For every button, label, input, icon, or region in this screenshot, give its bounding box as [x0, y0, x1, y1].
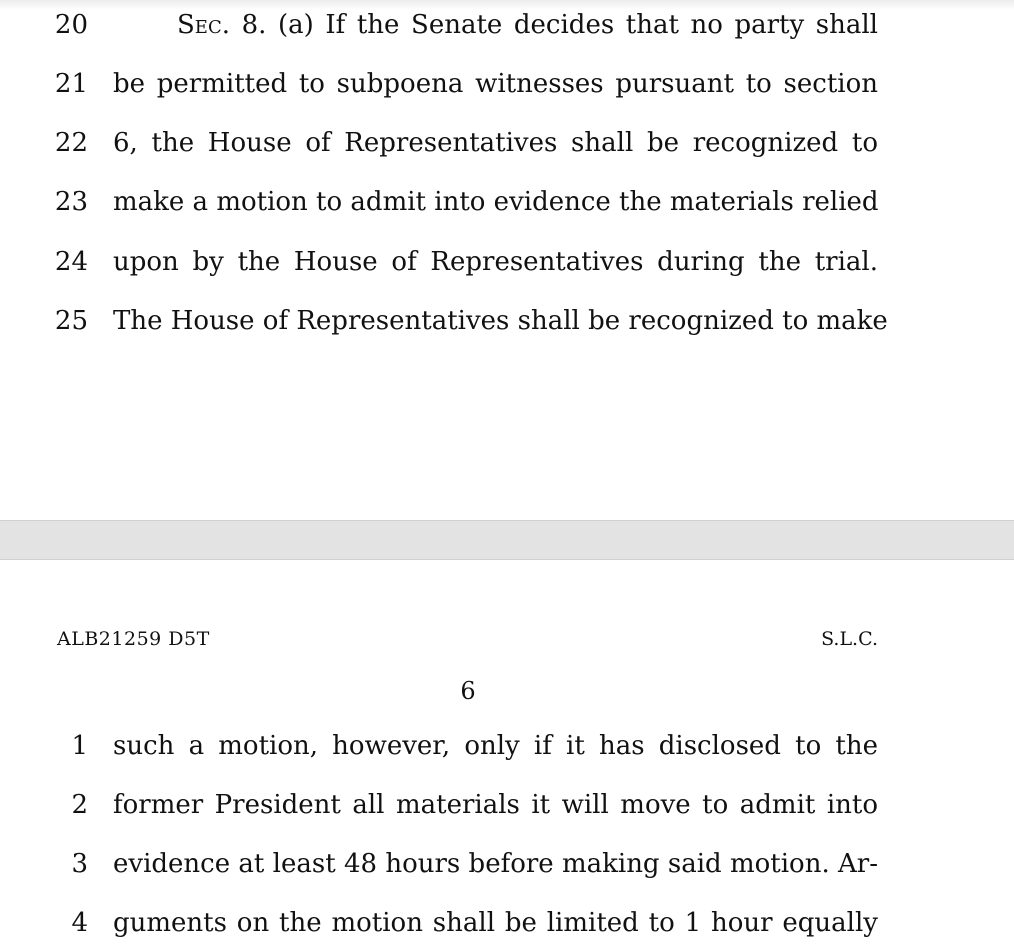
line-text: make a motion to admit into evidence the materials relied: [113, 187, 879, 217]
line-2: [0, 785, 1014, 825]
line-number: 1: [71, 731, 88, 761]
line-21: [0, 64, 1014, 104]
line-number: 22: [54, 128, 88, 158]
line-22: [0, 123, 1014, 163]
section-prefix: Sec.: [177, 10, 230, 40]
line-20: [0, 5, 1014, 45]
line-24: [0, 242, 1014, 282]
line-text: 6, the House of Representatives shall be recognized to: [113, 128, 878, 158]
line-text: The House of Representatives shall be recognized to make: [113, 306, 888, 336]
line-25: [0, 301, 1014, 341]
line-number: 3: [71, 849, 88, 879]
page-number: 6: [460, 677, 476, 705]
page-separator: [0, 520, 1014, 560]
line-text: upon by the House of Representatives during the trial.: [113, 247, 878, 277]
line-number: 24: [54, 247, 88, 277]
line-number: 4: [71, 908, 88, 938]
document-id: ALB21259 D5T: [57, 628, 210, 650]
line-text: such a motion, however, only if it has disclosed to the: [113, 731, 878, 761]
line-text-body: 8. (a) If the Senate decides that no party shall: [241, 10, 878, 40]
line-3: [0, 844, 1014, 884]
line-number: 23: [54, 187, 88, 217]
line-text: guments on the motion shall be limited to 1 hour equally: [113, 908, 878, 938]
line-1: [0, 726, 1014, 766]
line-number: 21: [54, 69, 88, 99]
page-6-top: [0, 560, 1014, 944]
line-text: [177, 5, 878, 45]
line-text: be permitted to subpoena witnesses pursuant to section: [113, 69, 878, 99]
line-23: [0, 182, 1014, 222]
line-text: former President all materials it will move to admit into: [113, 790, 878, 820]
line-text: evidence at least 48 hours before making said motion. Ar-: [113, 849, 878, 879]
line-number: 25: [54, 306, 88, 336]
slc-label: S.L.C.: [821, 628, 878, 650]
line-4: [0, 903, 1014, 943]
line-number: 2: [71, 790, 88, 820]
line-number: 20: [54, 10, 88, 40]
